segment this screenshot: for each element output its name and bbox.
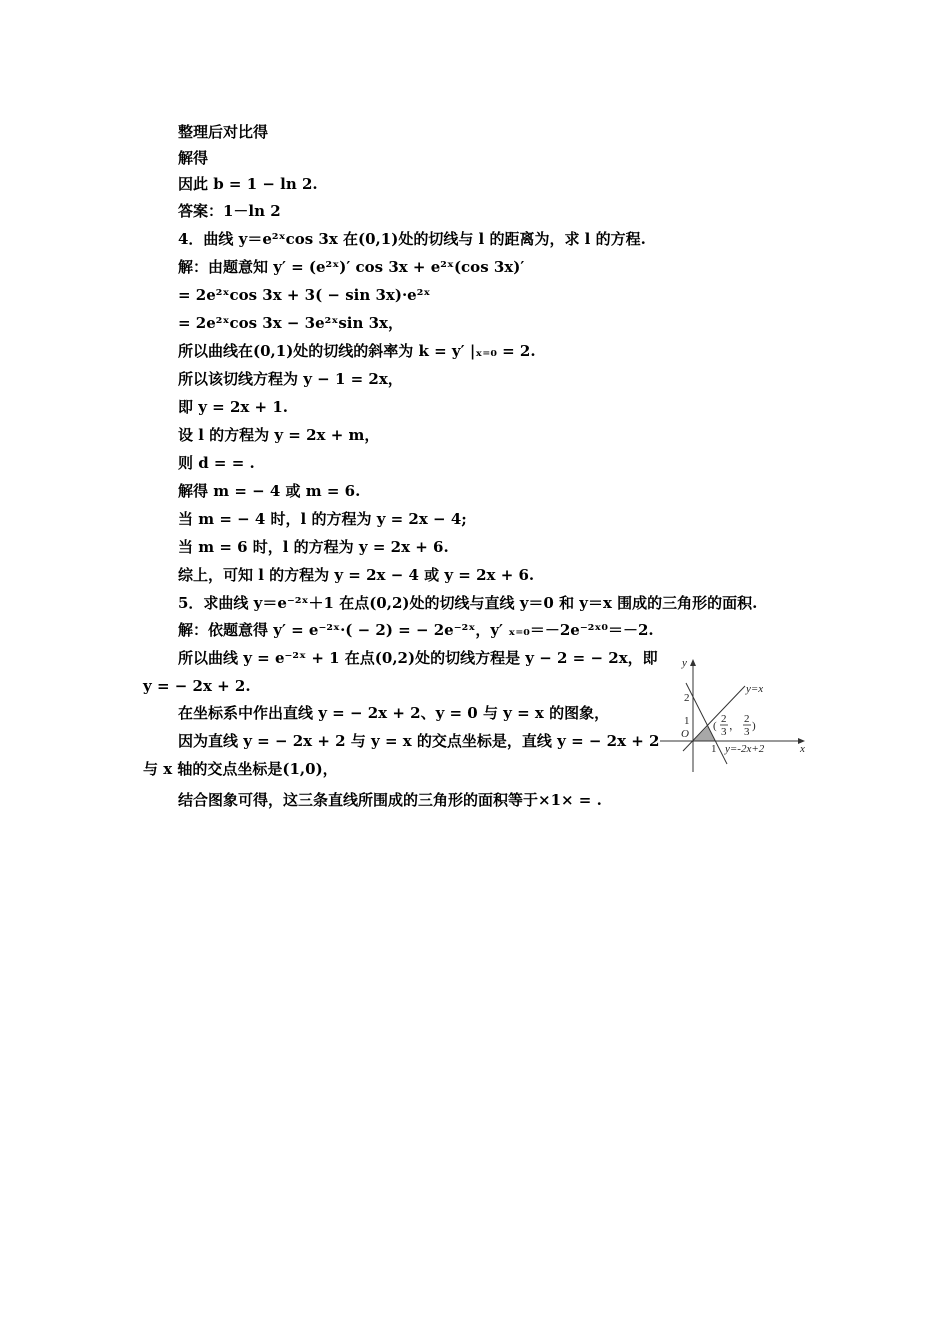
text-line: 结合图象可得，这三条直线所围成的三角形的面积等于×1× = . (178, 791, 602, 809)
text-line: 解得 m = − 4 或 m = 6. (178, 482, 361, 500)
tick-label-y2: 2 (684, 692, 690, 704)
problem-4-statement: 4．曲线 y＝e²ˣcos 3x 在(0,1)处的切线与 l 的距离为，求 l 的方程. (178, 230, 646, 248)
text-line: = 2e²ˣcos 3x − 3e²ˣsin 3x， (178, 314, 403, 332)
text-line: 当 m = − 4 时，l 的方程为 y = 2x − 4; (178, 510, 467, 528)
text-line: 因为直线 y = − 2x + 2 与 y = x 的交点坐标是，直线 y = − 2x + 2 (178, 732, 660, 750)
text-line: 则 d = = . (178, 454, 255, 472)
text-line: 整理后对比得 (178, 123, 269, 141)
text-line: 解得 (178, 149, 209, 167)
graph-svg (655, 650, 815, 780)
point-numerator-2: 2 (744, 713, 750, 725)
text-line: 综上，可知 l 的方程为 y = 2x − 4 或 y = 2x + 6. (178, 566, 535, 584)
text-line: 所以该切线方程为 y − 1 = 2x， (178, 370, 403, 388)
line-label-tangent: y=-2x+2 (725, 743, 765, 755)
problem-5-statement: 5．求曲线 y＝e⁻²ˣ＋1 在点(0,2)处的切线与直线 y＝0 和 y＝x 围成的三角形的面积. (178, 594, 758, 612)
text-line: 解：由题意知 y′ = (e²ˣ)′ cos 3x + e²ˣ(cos 3x)′ (178, 258, 525, 276)
point-comma: ， (729, 720, 740, 732)
point-paren-close: ) (752, 720, 756, 732)
text-line: 因此 b = 1 − ln 2. (178, 175, 318, 193)
point-paren-open: ( (713, 720, 717, 732)
point-numerator-1: 2 (721, 713, 727, 725)
text-line: 当 m = 6 时，l 的方程为 y = 2x + 6. (178, 538, 449, 556)
y-axis-arrow (690, 659, 696, 666)
x-axis-label: x (800, 743, 805, 755)
y-axis-label: y (682, 657, 687, 669)
text-line: 解：依题意得 y′ = e⁻²ˣ·( − 2) = − 2e⁻²ˣ，y′ ₓ₌₀＝－2e⁻²ˣ⁰＝－2. (178, 621, 654, 639)
intersection-point-label (713, 713, 756, 738)
origin-label: O (681, 728, 689, 740)
text-line: = 2e²ˣcos 3x + 3( − sin 3x)·e²ˣ (178, 286, 431, 304)
text-line: 设 l 的方程为 y = 2x + m， (178, 426, 380, 444)
line-label-y-equals-x: y=x (746, 683, 764, 695)
text-line: 与 x 轴的交点坐标是(1,0)， (143, 760, 338, 778)
point-denominator-2: 3 (744, 726, 750, 738)
text-line: 在坐标系中作出直线 y = − 2x + 2、y = 0 与 y = x 的图象， (178, 704, 610, 722)
text-line: 所以曲线在(0,1)处的切线的斜率为 k = y′ |ₓ₌₀ = 2. (178, 342, 536, 360)
answer-line: 答案：1－ln 2 (178, 202, 281, 220)
text-line: y = − 2x + 2. (143, 677, 251, 695)
point-denominator-1: 3 (721, 726, 727, 738)
text-line: 所以曲线 y = e⁻²ˣ + 1 在点(0,2)处的切线方程是 y − 2 = − 2x，即 (178, 649, 658, 667)
tick-label-y1: 1 (684, 715, 690, 727)
coordinate-figure (655, 650, 815, 780)
text-line: 即 y = 2x + 1. (178, 398, 289, 416)
tick-label-x1: 1 (711, 743, 717, 755)
